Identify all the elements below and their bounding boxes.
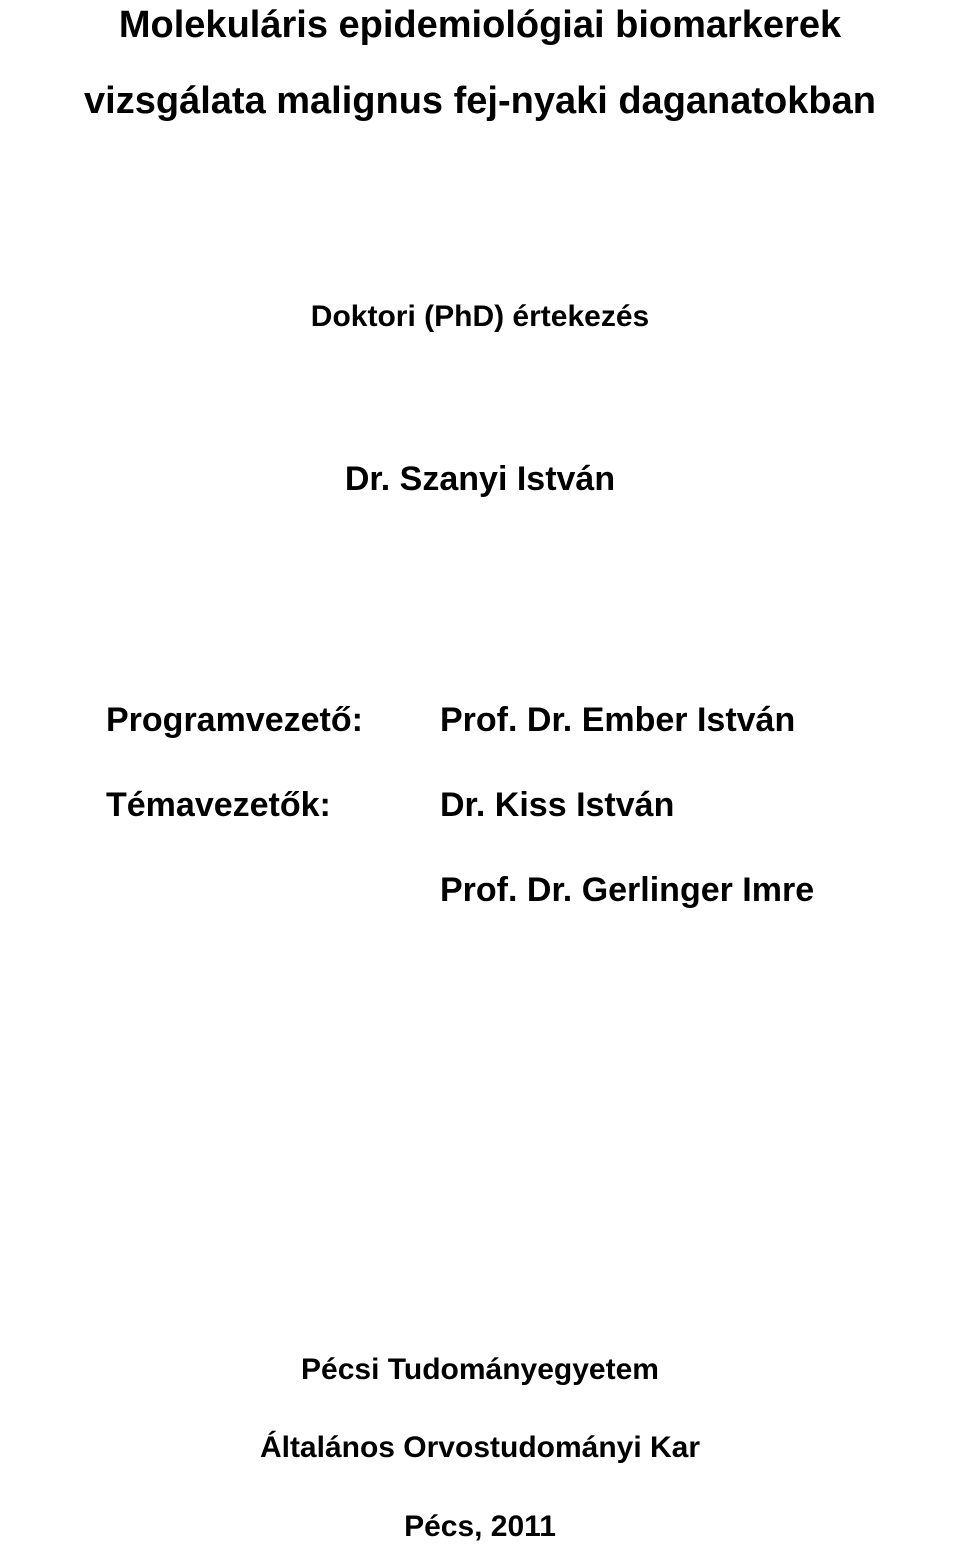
thesis-title-line-1: Molekuláris epidemiológiai biomarkerek (118, 4, 842, 46)
document-type: Doktori (PhD) értekezés (310, 300, 650, 333)
program-leader-label: Programvezető: (106, 701, 363, 739)
supervisor-name-1: Dr. Kiss István (440, 786, 675, 824)
university-name: Pécsi Tudományegyetem (301, 1353, 659, 1386)
faculty-name: Általános Orvostudományi Kar (259, 1431, 701, 1464)
place-and-year: Pécs, 2011 (404, 1510, 556, 1543)
thesis-title-line-2: vizsgálata malignus fej-nyaki daganatokban (84, 80, 876, 122)
program-leader-name: Prof. Dr. Ember István (440, 701, 796, 739)
author-name: Dr. Szanyi István (344, 460, 616, 498)
supervisor-name-2: Prof. Dr. Gerlinger Imre (440, 871, 815, 909)
supervisors-label: Témavezetők: (106, 786, 331, 824)
